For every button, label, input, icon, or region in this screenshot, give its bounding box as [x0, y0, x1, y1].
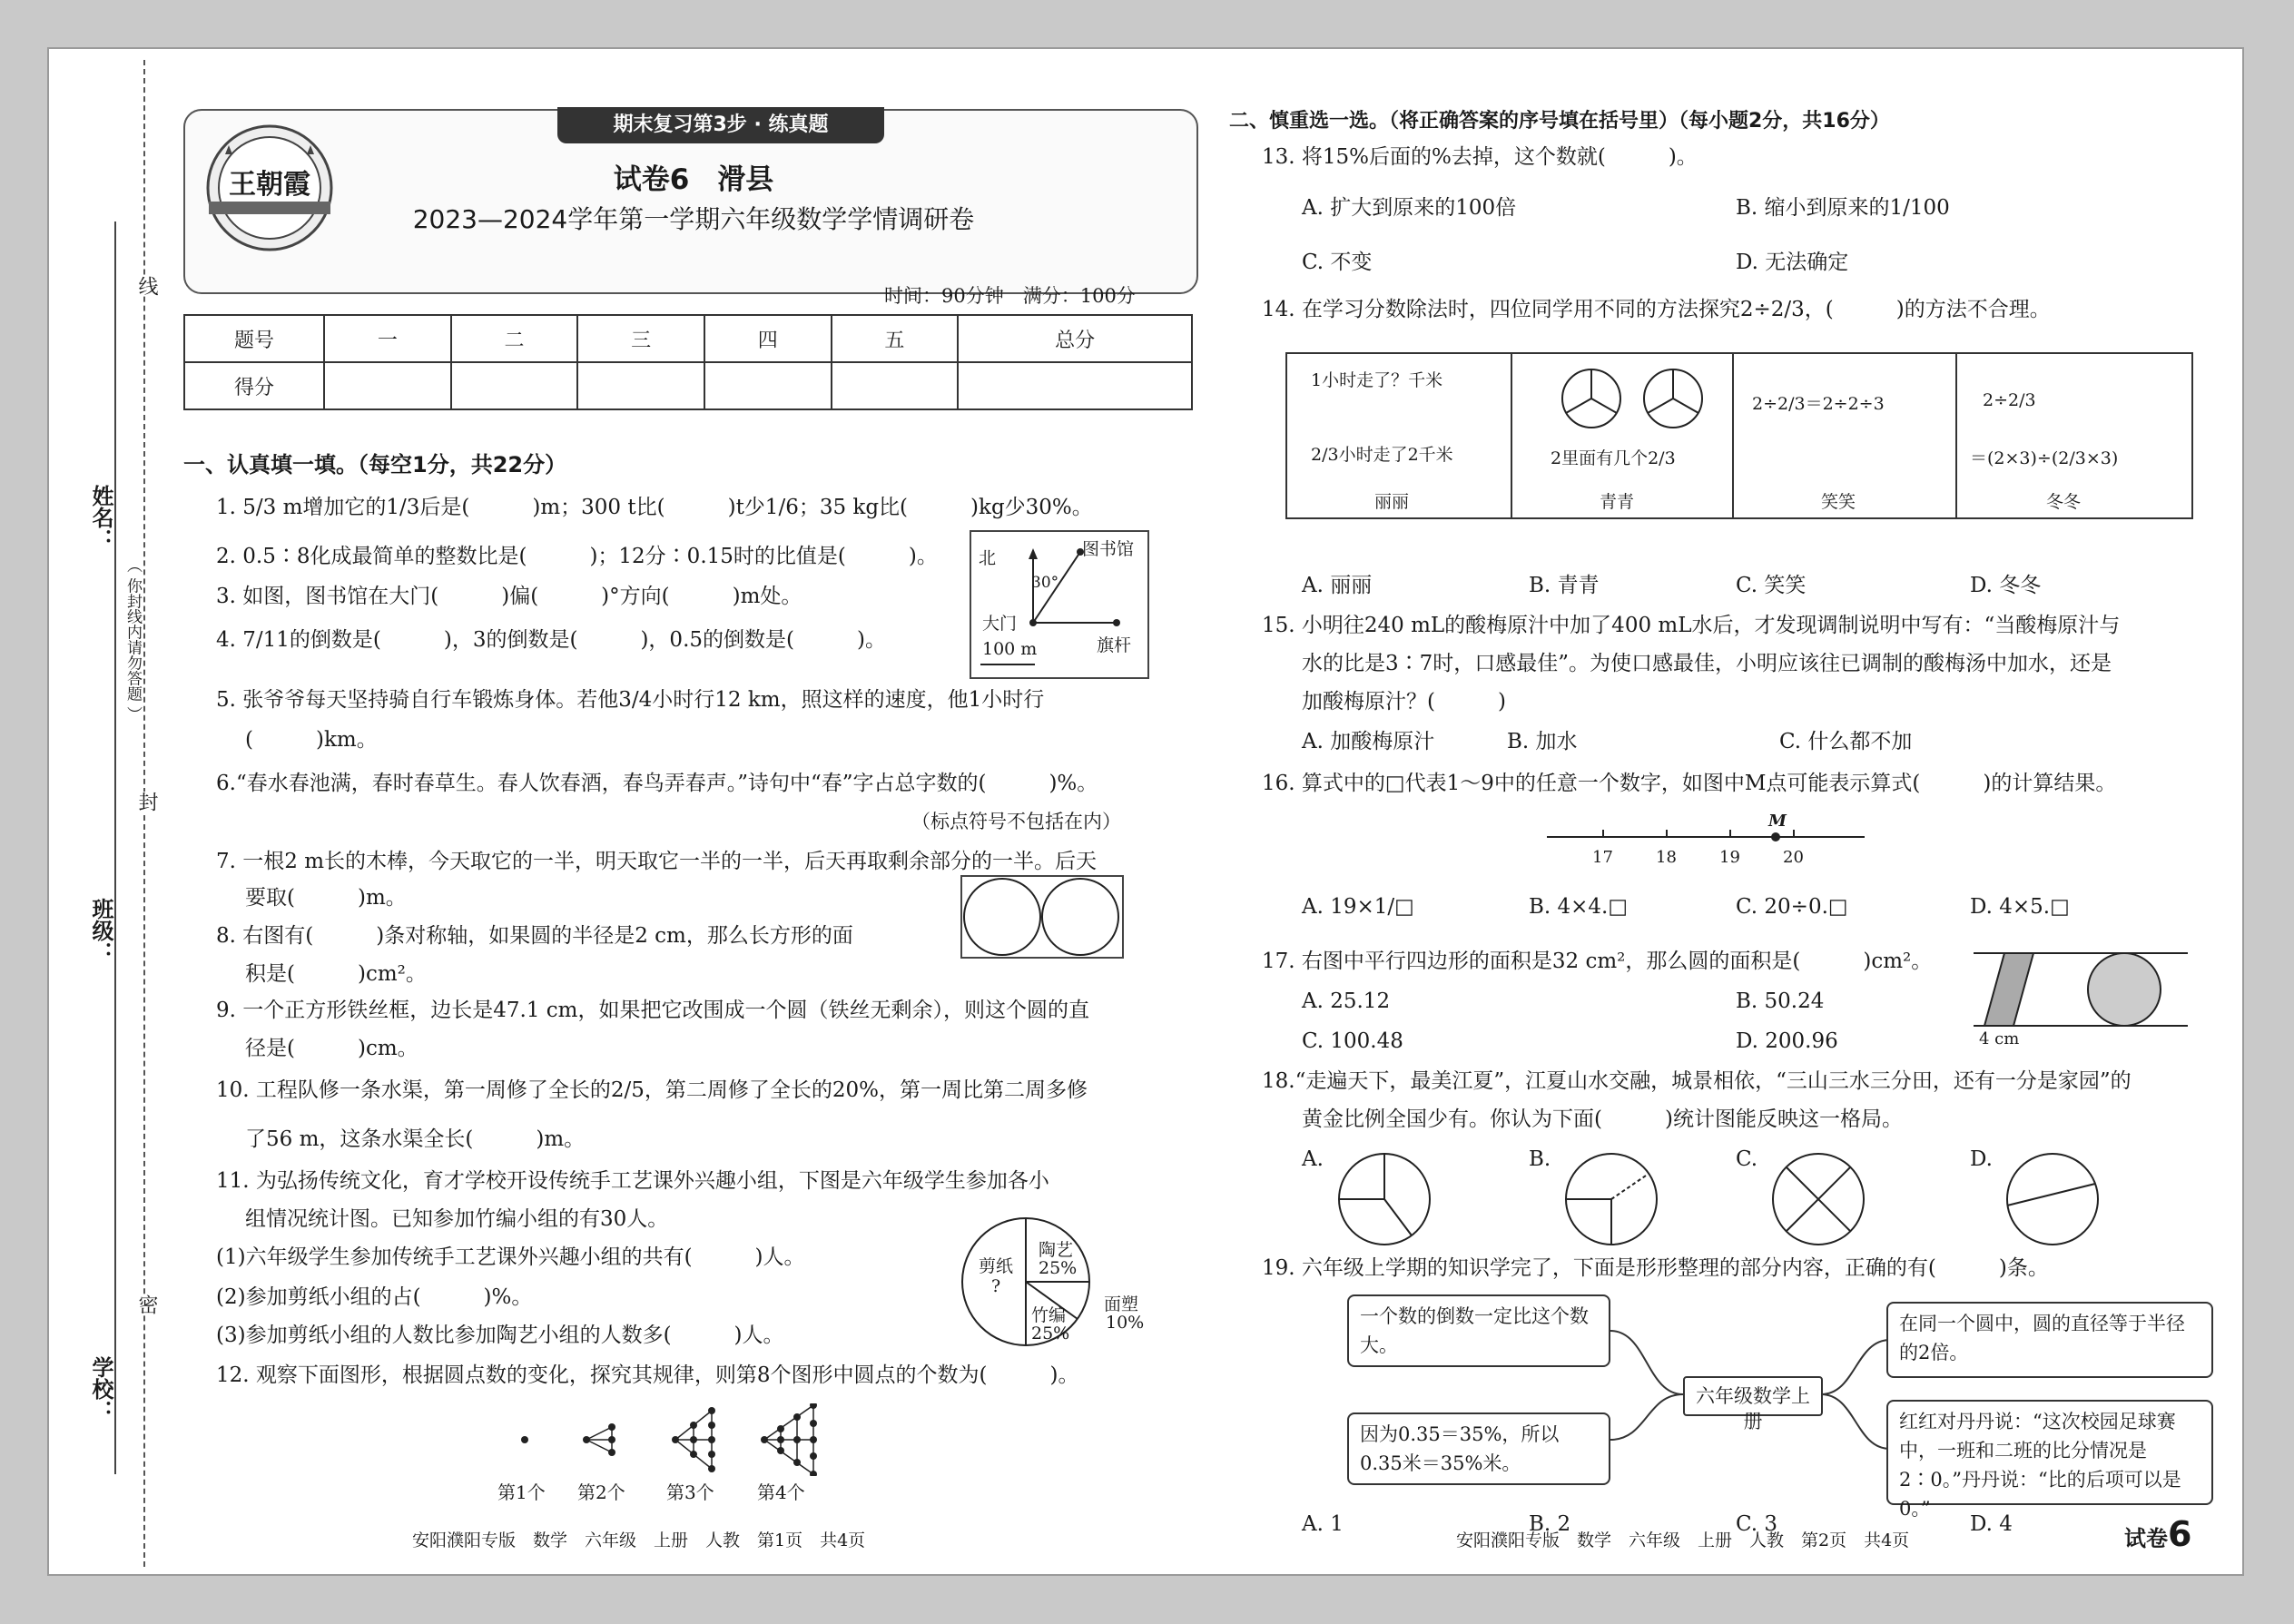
question-11-line2: 组情况统计图。已知参加竹编小组的有30人。 [245, 1207, 669, 1231]
pie-label-jianzhi: 剪纸 [979, 1256, 1014, 1276]
q17-option-c[interactable]: C. 100.48 [1302, 1029, 1403, 1053]
score-cell[interactable] [577, 362, 704, 409]
pie-label-zhubian: 竹编 [1031, 1305, 1067, 1325]
q14-qingqing: 2里面有几个2/3 [1551, 448, 1676, 468]
q15-option-a[interactable]: A. 加酸梅原汁 [1302, 730, 1435, 753]
question-19: 19. 六年级上学期的知识学完了，下面是形形整理的部分内容，正确的有( )条。 [1262, 1256, 2049, 1280]
score-row [184, 362, 1192, 409]
question-17: 17. 右图中平行四边形的面积是32 cm²，那么圆的面积是( )cm²。 [1262, 950, 1933, 973]
question-15-line3: 加酸梅原汁？( ) [1302, 690, 1506, 714]
number-line-tick: 18 [1656, 848, 1677, 867]
q18-pie-b [1561, 1149, 1661, 1249]
score-cell[interactable] [832, 362, 959, 409]
question-8-line1: 8. 右图有( )条对称轴，如果圆的半径是2 cm，那么长方形的面 [216, 924, 853, 948]
q16-option-d[interactable]: D. 4×5.□ [1970, 895, 2070, 919]
exam-subtitle: 2023—2024学年第一学期六年级数学学情调研卷 [412, 204, 975, 234]
question-15-line1: 15. 小明往240 mL的酸梅原汁中加了400 mL水后，才发现调制说明中写有：“当酸梅原汁与 [1262, 614, 2121, 637]
parallelogram-base-label: 4 cm [1979, 1029, 2020, 1048]
question-10-line2: 了56 m，这条水渠全长( )m。 [245, 1127, 586, 1151]
pie-label-taoyi: 陶艺 [1039, 1240, 1074, 1260]
paper-tag-label: 试卷 [2124, 1526, 2168, 1551]
question-6-line1: 6.“春水春池满，春时春草生。春人饮春酒，春鸟弄春声。”诗句中“春”字占总字数的( )%。 [216, 772, 1098, 795]
question-1: 1. 5/3 m增加它的1/3后是( )m；300 t比( )t少1/6；35 kg比( )kg少30%。 [216, 496, 1093, 519]
pie-label-miansu: 面塑 [1104, 1294, 1139, 1314]
question-16: 16. 算式中的□代表1～9中的任意一个数字，如图中M点可能表示算式( )的计算结果。 [1262, 772, 2117, 795]
pie-chart-11 [935, 1209, 1153, 1354]
paper-tag [2124, 1514, 2191, 1554]
question-5-line2: ( )km。 [245, 728, 378, 752]
question-9-line1: 9. 一个正方形铁丝框，边长是47.1 cm，如果把它改围成一个圆（铁丝无剩余），则这个圆的直 [216, 999, 1089, 1022]
seal-xian: 线 [133, 276, 161, 296]
compass-angle: 30° [1031, 574, 1059, 592]
compass-gate: 大门 [982, 614, 1018, 634]
score-header: 四 [704, 315, 832, 362]
score-header: 题号 [184, 315, 324, 362]
dot-label-3: 第3个 [666, 1481, 714, 1503]
number-line-tick: 20 [1783, 848, 1804, 867]
q13-option-c[interactable]: C. 不变 [1302, 251, 1373, 274]
mindmap-bottom-right: 红红对丹丹说：“这次校园足球赛中，一班和二班的比分情况是2∶0。”丹丹说：“比的后项可以是0。” [1886, 1400, 2213, 1505]
number-line [1547, 812, 1874, 875]
question-8-line2: 积是( )cm²。 [245, 962, 427, 986]
warning-text: （ 你封线内请勿答题 ） [123, 557, 142, 722]
time-info: 时间：90分钟 满分：100分 [884, 285, 1136, 307]
q14-methods-table [1285, 352, 2193, 519]
compass-flag: 旗杆 [1097, 635, 1132, 655]
q17-option-a[interactable]: A. 25.12 [1302, 989, 1391, 1013]
question-14: 14. 在学习分数除法时，四位同学用不同的方法探究2÷2/3，( )的方法不合理。 [1262, 298, 2051, 321]
question-5-line1: 5. 张爷爷每天坚持骑自行车锻炼身体。若他3/4小时行12 km，照这样的速度，他1小时行 [216, 688, 1045, 712]
score-header: 五 [832, 315, 959, 362]
q19-option-c[interactable]: C. 3 [1736, 1512, 1778, 1536]
score-header: 一 [324, 315, 451, 362]
question-7-line2: 要取( )m。 [245, 886, 407, 910]
compass-library: 图书馆 [1082, 539, 1135, 559]
q14-name-3: 笑笑 [1821, 492, 1856, 512]
compass-figure [970, 530, 1149, 679]
q14-lili-b: 2/3小时走了2千米 [1311, 445, 1453, 465]
pie-value-miansu: 10% [1106, 1313, 1145, 1333]
paper-tag-number: 6 [2168, 1514, 2192, 1554]
dot-label-4: 第4个 [757, 1481, 805, 1503]
q14-option-d[interactable]: D. 冬冬 [1970, 574, 2042, 597]
name-label[interactable]: 姓名： [88, 485, 113, 550]
pie-value-jianzhi: ? [991, 1276, 1001, 1296]
score-header: 总分 [958, 315, 1192, 362]
seal-feng: 封 [133, 792, 161, 812]
dot-label-1: 第1个 [497, 1481, 546, 1503]
score-table [183, 314, 1193, 410]
score-cell[interactable] [704, 362, 832, 409]
section-2-title: 二、慎重选一选。（将正确答案的序号填在括号里）（每小题2分，共16分） [1229, 110, 1890, 133]
question-11-line1: 11. 为弘扬传统文化，育才学校开设传统手工艺课外兴趣小组，下图是六年级学生参加各小 [216, 1169, 1049, 1193]
q14-dongdong-a: 2÷2/3 [1983, 390, 2036, 410]
question-3: 3. 如图，图书馆在大门( )偏( )°方向( )m处。 [216, 585, 802, 608]
q18-pie-a [1334, 1149, 1434, 1249]
two-circles-figure [960, 875, 1124, 959]
class-label[interactable]: 班级： [88, 898, 113, 963]
logo [202, 120, 338, 256]
q13-option-b[interactable]: B. 缩小到原来的1/100 [1736, 196, 1950, 220]
question-12: 12. 观察下面图形，根据圆点数的变化，探究其规律，则第8个图形中圆点的个数为( )。 [216, 1363, 1079, 1387]
q17-option-d[interactable]: D. 200.96 [1736, 1029, 1838, 1053]
q14-xiaoxiao: 2÷2/3＝2÷2÷3 [1752, 394, 1885, 414]
q16-option-a[interactable]: A. 19×1/□ [1302, 895, 1414, 919]
question-15-line2: 水的比是3∶7时，口感最佳”。为使口感最佳，小明应该往已调制的酸梅汤中加水，还是 [1302, 652, 2112, 675]
q18-option-a[interactable]: A. [1302, 1147, 1324, 1171]
mindmap-top-right: 在同一个圆中，圆的直径等于半径的2倍。 [1886, 1302, 2213, 1378]
q16-option-c[interactable]: C. 20÷0.□ [1736, 895, 1848, 919]
q16-option-b[interactable]: B. 4×4.□ [1529, 895, 1629, 919]
q14-option-c[interactable]: C. 笑笑 [1736, 574, 1807, 597]
q13-option-d[interactable]: D. 无法确定 [1736, 251, 1849, 274]
pie-value-zhubian: 25% [1031, 1324, 1070, 1343]
question-11-part3: (3)参加剪纸小组的人数比参加陶艺小组的人数多( )人。 [216, 1324, 784, 1347]
question-10-line1: 10. 工程队修一条水渠，第一周修了全长的2/5，第二周修了全长的20%，第一周比第二周多修 [216, 1078, 1088, 1102]
pie-value-taoyi: 25% [1039, 1258, 1078, 1278]
footer-right: 安阳濮阳专版 数学 六年级 上册 人教 第2页 共4页 [1456, 1530, 1910, 1550]
school-label[interactable]: 学校： [88, 1356, 113, 1422]
q19-option-d[interactable]: D. 4 [1970, 1512, 2013, 1536]
q13-option-a[interactable]: A. 扩大到原来的100倍 [1302, 196, 1517, 220]
score-header: 二 [451, 315, 578, 362]
q14-name-2: 青青 [1600, 492, 1635, 512]
question-6-note: （标点符号不包括在内） [911, 811, 1121, 832]
q14-dongdong-b: ＝(2×3)÷(2/3×3) [1970, 448, 2119, 468]
score-cell[interactable] [451, 362, 578, 409]
question-11-part1: (1)六年级学生参加传统手工艺课外兴趣小组的共有( )人。 [216, 1245, 805, 1269]
footer-left: 安阳濮阳专版 数学 六年级 上册 人教 第1页 共4页 [412, 1530, 866, 1550]
q15-option-c[interactable]: C. 什么都不加 [1779, 730, 1913, 753]
compass-north: 北 [979, 548, 997, 568]
q18-option-c[interactable]: C. [1736, 1147, 1758, 1171]
parallelogram-circle-figure [1974, 948, 2191, 1048]
number-line-tick: 19 [1719, 848, 1740, 867]
q14-name-1: 丽丽 [1374, 492, 1410, 512]
binding-line-2 [114, 221, 116, 1474]
mindmap-bottom-left: 因为0.35＝35%，所以0.35米＝35%米。 [1347, 1412, 1610, 1485]
q14-option-a[interactable]: A. 丽丽 [1302, 574, 1373, 597]
q19-option-b[interactable]: B. 2 [1529, 1512, 1571, 1536]
question-9-line2: 径是( )cm。 [245, 1037, 418, 1060]
q17-option-b[interactable]: B. 50.24 [1736, 989, 1825, 1013]
dot-patterns [485, 1403, 902, 1503]
score-cell[interactable] [324, 362, 451, 409]
compass-scale: 100 m [982, 639, 1038, 659]
q15-option-b[interactable]: B. 加水 [1507, 730, 1578, 753]
question-2: 2. 0.5∶8化成最简单的整数比是( )；12分∶0.15时的比值是( )。 [216, 545, 938, 568]
number-line-m: M [1768, 812, 1787, 831]
mindmap-top-left: 一个数的倒数一定比这个数大。 [1347, 1294, 1610, 1367]
question-7-line1: 7. 一根2 m长的木棒，今天取它的一半，明天取它一半的一半，后天再取剩余部分的一半。后天 [216, 850, 1098, 873]
score-header: 三 [577, 315, 704, 362]
question-18-line1: 18.“走遍天下，最美江夏”，江夏山水交融，城景相依，“三山三水三分田，还有一分是家园”的 [1262, 1069, 2132, 1093]
seal-mi: 密 [133, 1294, 161, 1314]
score-row-label: 得分 [184, 362, 324, 409]
q18-pie-d [2003, 1149, 2102, 1249]
q18-option-b[interactable]: B. [1529, 1147, 1551, 1171]
exam-sheet [47, 47, 2244, 1576]
mindmap-center: 六年级数学上册 [1683, 1376, 1823, 1416]
question-11-part2: (2)参加剪纸小组的占( )%。 [216, 1285, 533, 1309]
dot-label-2: 第2个 [577, 1481, 625, 1503]
section-1-title: 一、认真填一填。（每空1分，共22分） [183, 452, 567, 477]
q14-name-4: 冬冬 [2046, 492, 2082, 512]
q18-pie-c [1768, 1149, 1868, 1249]
question-18-line2: 黄金比例全国少有。你认为下面( )统计图能反映这一格局。 [1302, 1107, 1903, 1131]
logo-text: 王朝霞 [229, 169, 310, 201]
q19-option-a[interactable]: A. 1 [1302, 1512, 1344, 1536]
score-header-row [184, 315, 1192, 362]
q14-option-b[interactable]: B. 青青 [1529, 574, 1600, 597]
q14-lili-a: 1小时走了？千米 [1311, 370, 1443, 390]
banner: 期末复习第3步 · 练真题 [557, 107, 884, 143]
number-line-tick: 17 [1592, 848, 1613, 867]
q18-option-d[interactable]: D. [1970, 1147, 1993, 1171]
question-13: 13. 将15%后面的%去掉，这个数就( )。 [1262, 145, 1698, 169]
exam-title: 试卷6 滑县 [613, 163, 774, 196]
question-4: 4. 7/11的倒数是( )，3的倒数是( )，0.5的倒数是( )。 [216, 628, 886, 652]
score-cell[interactable] [958, 362, 1192, 409]
